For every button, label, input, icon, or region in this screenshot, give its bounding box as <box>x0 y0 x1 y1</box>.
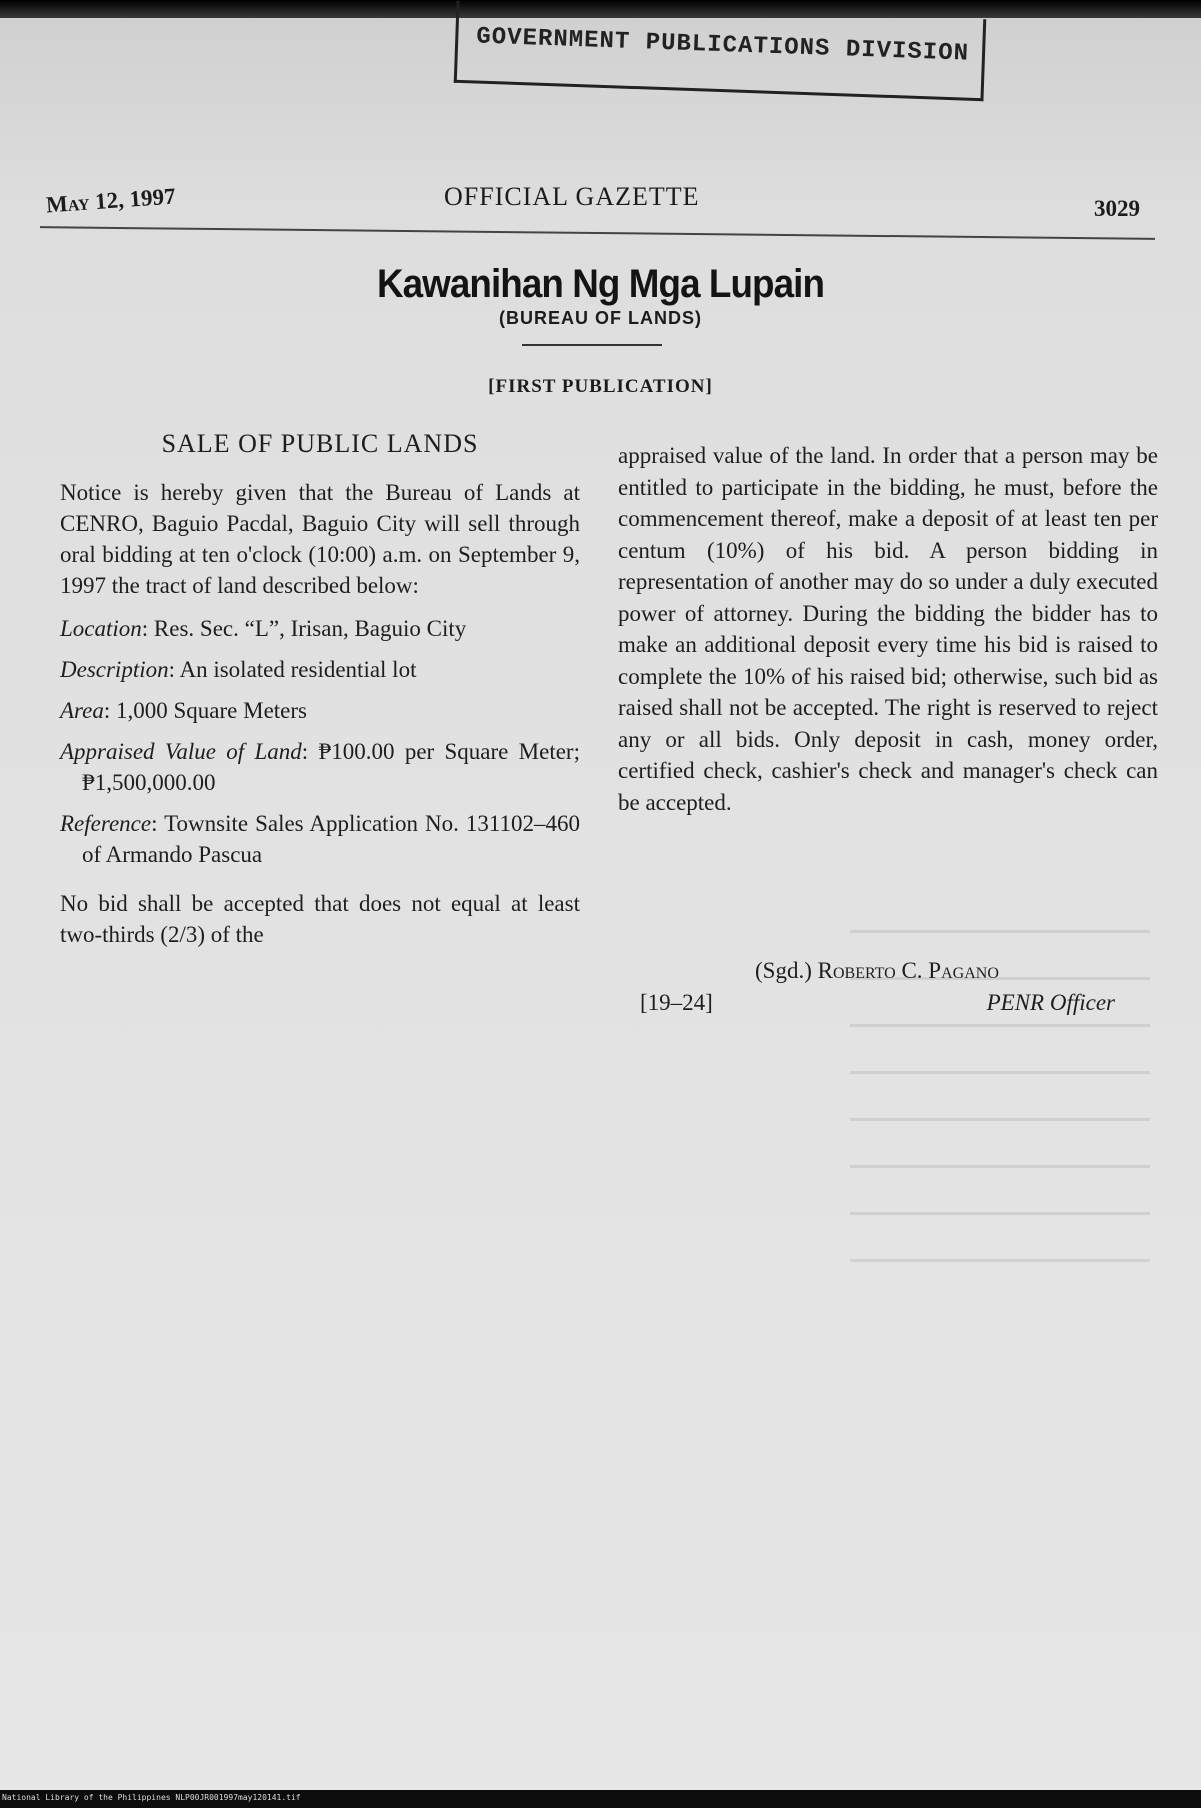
signatory-name: Roberto C. Pagano <box>817 958 999 983</box>
detail-label: Description <box>60 657 169 682</box>
publication-note: [FIRST PUBLICATION] <box>488 376 713 397</box>
signatory-title: PENR Officer <box>986 990 1115 1015</box>
issue-date: May 12, 1997 <box>45 183 177 218</box>
page-number: 3029 <box>1094 196 1140 221</box>
scan-footer: National Library of the Philippines NLP00JR001997may120141.tif <box>2 1793 301 1802</box>
closing-paragraph-start: No bid shall be accepted that does not equal at least two-thirds (2/3) of the <box>60 891 580 947</box>
closing-paragraph-continued: appraised value of the land. In order that a person may be entitled to participate in the bidding, he must, before the commencement thereof, make a deposit of at least ten per centum (10%) of his bid. A person bidding in representation of another may do so under a duly executed power of attorney. During the bidding the bidder has to make an additional deposit every time his bid is raised to complete the 10% of his raised bid; otherwise, such bid as raised shall not be accepted. The right is reserved to reject any or all bids. Only deposit in cash, money order, certified check, cashier's check and manager's check can be accepted. <box>618 443 1158 815</box>
right-column <box>618 440 1158 818</box>
publication-ref: [19–24] <box>640 990 713 1015</box>
signed-prefix: (Sgd.) <box>755 958 812 983</box>
detail-value: Townsite Sales Application No. 131102–460 of Armando Pascua <box>82 811 580 867</box>
bureau-subtitle: (BUREAU OF LANDS) <box>499 308 702 328</box>
detail-description: Description: An isolated residential lot <box>60 657 417 682</box>
bureau-title: Kawanihan Ng Mga Lupain <box>376 262 825 306</box>
gazette-title: OFFICIAL GAZETTE <box>444 182 700 211</box>
left-column <box>60 428 580 962</box>
notice-heading: SALE OF PUBLIC LANDS <box>161 429 479 458</box>
detail-label: Appraised Value of Land <box>60 739 302 764</box>
detail-appraised-value: Appraised Value of Land: ₱100.00 per Square Meter; ₱1,500,000.00 <box>60 739 580 795</box>
detail-label: Reference <box>60 811 152 836</box>
notice-intro: Notice is hereby given that the Bureau of Lands at CENRO, Baguio Pacdal, Baguio City will sell through oral bidding at ten o'clock (10:00) a.m. on September 9, 1997 the tract of land described below: <box>60 480 580 598</box>
title-rule <box>522 344 662 346</box>
detail-value: An isolated residential lot <box>179 657 417 682</box>
header-rule <box>40 226 1155 240</box>
detail-area: Area: 1,000 Square Meters <box>60 698 307 723</box>
detail-value: 1,000 Square Meters <box>116 698 307 723</box>
detail-reference: Reference: Townsite Sales Application No. 131102–460 of Armando Pascua <box>60 811 580 867</box>
detail-value: ₱100.00 per Square Meter; ₱1,500,000.00 <box>82 739 580 795</box>
detail-location: Location: Res. Sec. “L”, Irisan, Baguio City <box>60 616 467 641</box>
detail-label: Area <box>60 698 104 723</box>
detail-value: Res. Sec. “L”, Irisan, Baguio City <box>153 616 467 641</box>
detail-label: Location <box>60 616 142 641</box>
bleed-through-text <box>850 930 1150 1350</box>
division-stamp: GOVERNMENT PUBLICATIONS DIVISION <box>454 1 987 101</box>
